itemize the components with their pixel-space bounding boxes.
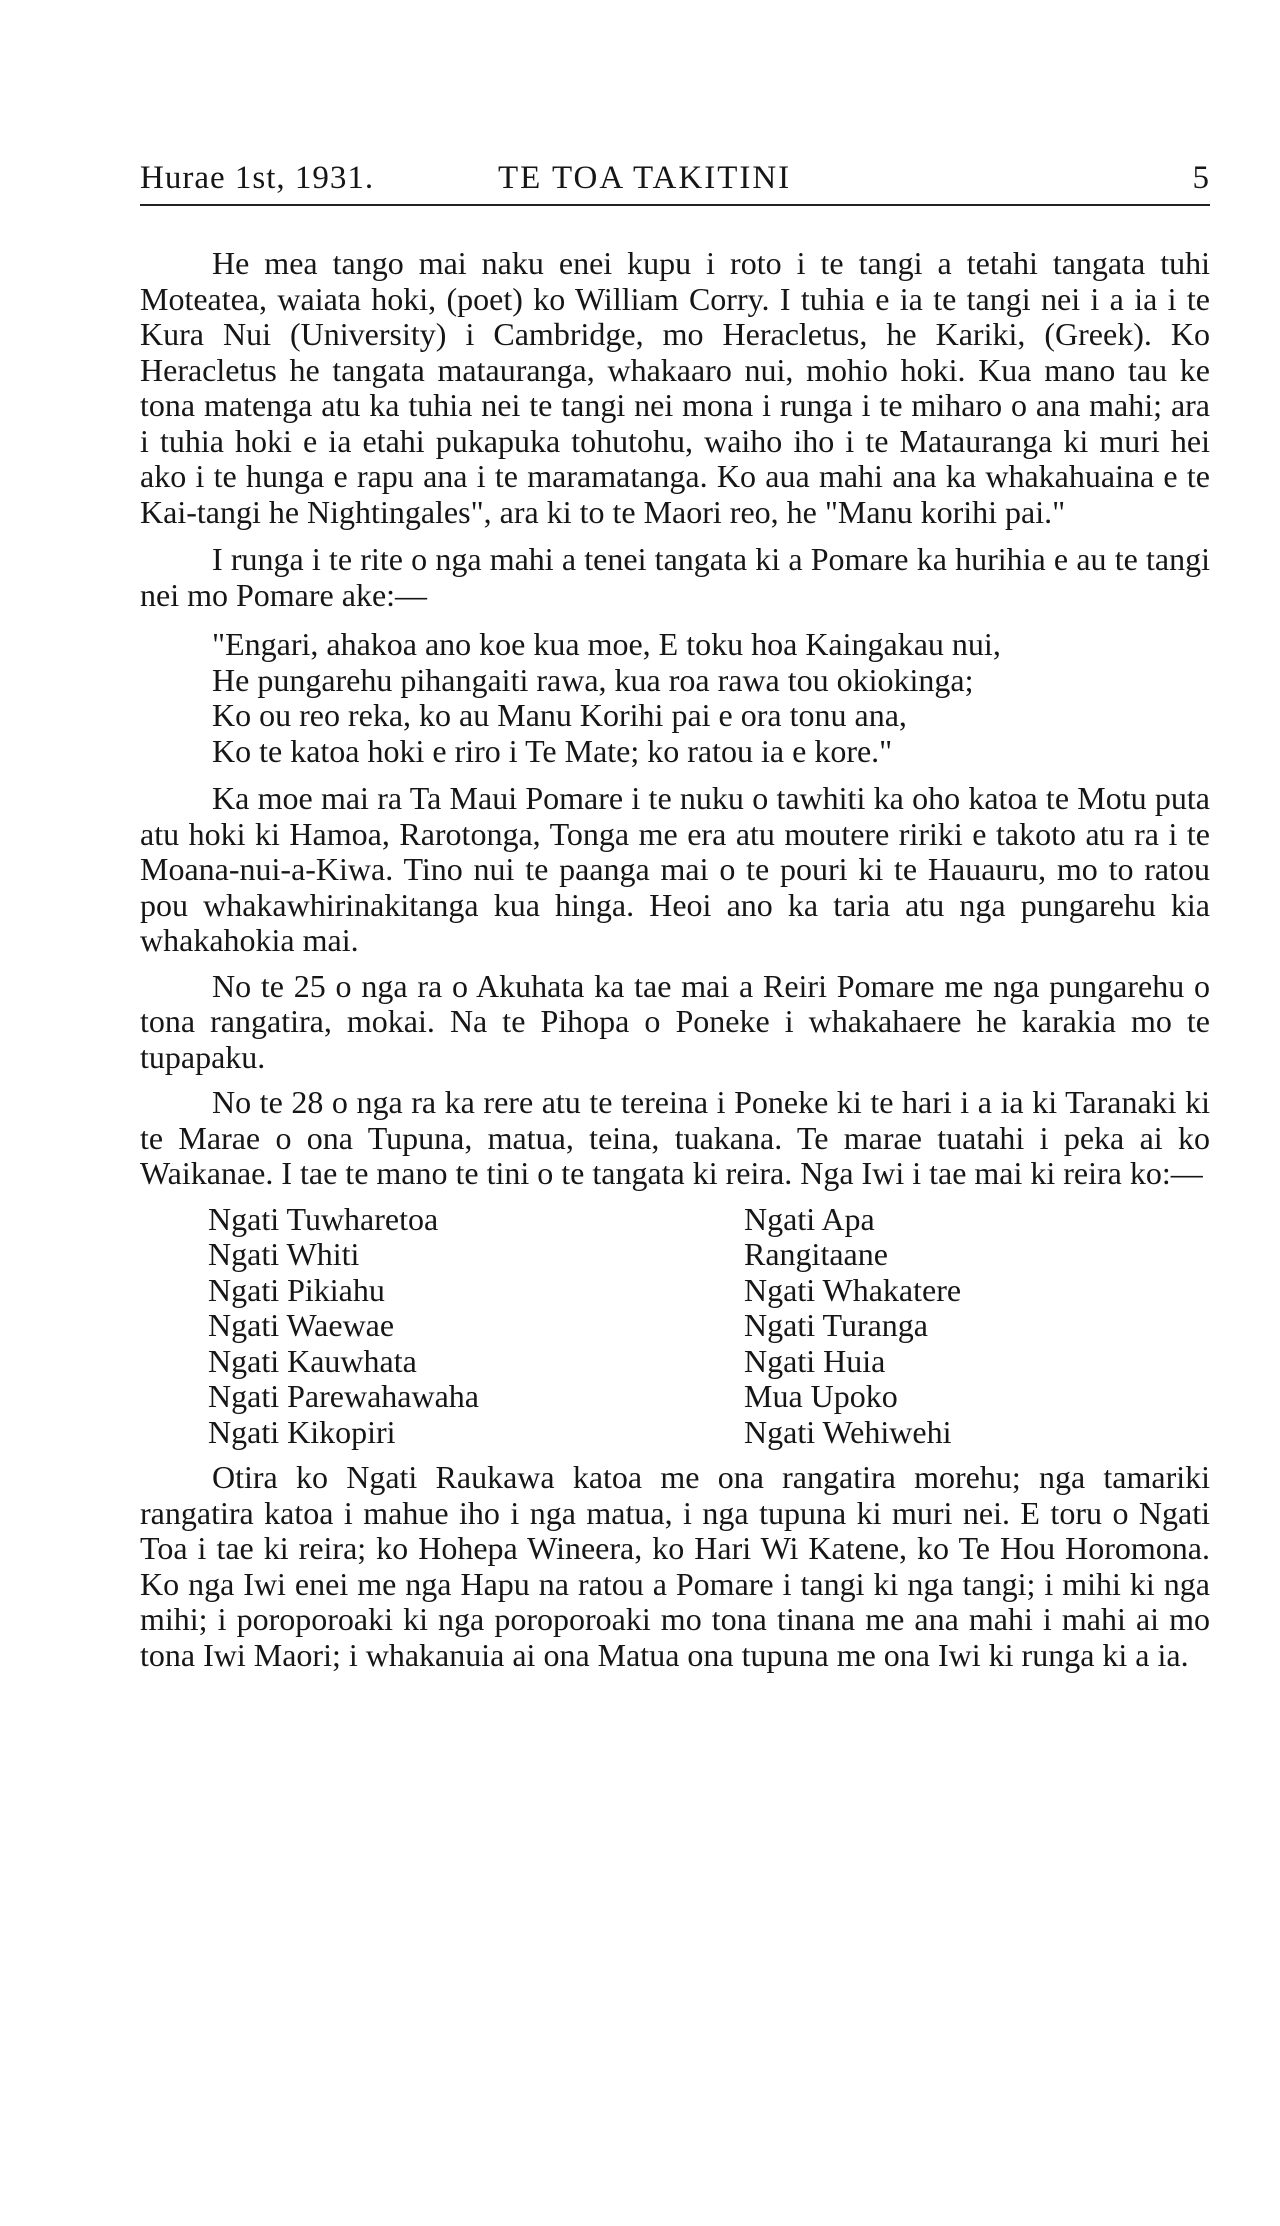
tribe-name: Ngati Kikopiri [208, 1413, 396, 1450]
tribe-name: Mua Upoko [744, 1378, 898, 1414]
publication-title: TE TOA TAKITINI [498, 160, 792, 196]
tribe-name: Ngati Wehiwehi [744, 1413, 952, 1450]
tribe-name: Ngati Waewae [208, 1307, 395, 1343]
tribe-name: Rangitaane [744, 1236, 888, 1272]
tribe-name: Ngati Whiti [208, 1236, 360, 1272]
paragraph-intro: He mea tango mai naku enei kupu i roto i te tangi a tetahi tangata tuhi Moteatea, waiata hoki, (poet) ko William Corry. I tuhia e ia te tangi nei i a ia i te Kura Nui (University) i Cambridge, mo Heracletus, he Kariki, (Greek). Ko Heracletus he tangata matauranga, whakaaro nui, mohio hoki. Kua mano tau ke tona matenga atu ka tuhia nei te tangi nei mona i runga i te miharo o ana mahi; ara i tuhia hoki e ia etahi pukapuka tohutohu, waiho iho i te Matauranga ki muri hei ako i te hunga e rapu ana i te maramatanga. Ko aua mahi ana ka whakahuaina e te Kai-tangi he Nightingales", ara ki to te Maori reo, he "Manu korihi pai." [140, 245, 1210, 530]
tribes-column-left [208, 1202, 744, 1451]
tribe-name: Ngati Apa [744, 1200, 875, 1237]
poem-line: Ko ou reo reka, ko au Manu Korihi pai e ora tonu ana, [212, 697, 907, 733]
article-body [140, 246, 1210, 1673]
tribe-name: Ngati Parewahawaha [208, 1378, 479, 1414]
paragraph-ashes-return: No te 25 o nga ra o Akuhata ka tae mai a Reiri Pomare me nga pungarehu o tona rangatira, mokai. Na te Pihopa o Poneke i whakahaere he karakia mo te tupapaku. [140, 967, 1210, 1075]
poem-line: He pungarehu pihangaiti rawa, kua roa rawa tou okiokinga; [212, 661, 974, 698]
tribe-name: Ngati Turanga [744, 1307, 928, 1343]
page-number: 5 [1192, 160, 1210, 196]
poem-line: "Engari, ahakoa ano koe kua moe, E toku hoa Kaingakau nui, [212, 626, 1001, 662]
tribe-name: Ngati Tuwharetoa [208, 1200, 439, 1237]
paragraph-train-journey: No te 28 o nga ra ka rere atu te tereina i Poneke ki te hari i a ia ki Taranaki ki te Marae o ona Tupuna, matua, teina, tuakana. Te marae tuatahi i peka ai ko Waikanae. I tae te mano te tini o te tangata ki reira. Nga Iwi i tae mai ki reira ko:— [140, 1084, 1210, 1191]
poem-line: Ko te katoa hoki e riro i Te Mate; ko ratou ia e kore." [212, 732, 893, 769]
paragraph-closing: Otira ko Ngati Raukawa katoa me ona rangatira morehu; nga tamariki rangatira katoa i mahue iho i nga matua, i nga tupuna ki muri nei. E toru o Ngati Toa i tae ki reira; ko Hohepa Wineera, ko Hari Wi Katene, ko Te Hou Horomona. Ko nga Iwi enei me nga Hapu na ratou a Pomare i tangi ki nga tangi; i mihi ki nga mihi; i poroporoaki ki nga poroporoaki mo tona tinana me ana mahi i mahi ai mo tona Iwi Maori; i whakanuia ai ona Matua ona tupuna me ona Iwi ki runga ki a ia. [140, 1459, 1210, 1673]
issue-date: Hurae 1st, 1931. [140, 160, 375, 196]
tribe-name: Ngati Huia [744, 1342, 886, 1379]
paragraph-lead-in: I runga i te rite o nga mahi a tenei tangata ki a Pomare ka hurihia e au te tangi nei mo Pomare ake:— [140, 541, 1210, 613]
tribe-name: Ngati Pikiahu [208, 1271, 385, 1308]
poem-stanza [212, 627, 1210, 769]
tribe-name: Ngati Kauwhata [208, 1342, 417, 1379]
paragraph-pomare-death: Ka moe mai ra Ta Maui Pomare i te nuku o tawhiti ka oho katoa te Motu puta atu hoki ki Hamoa, Rarotonga, Tonga me era atu moutere ririki e takoto atu ra i te Moana-nui-a-Kiwa. Tino nui te paanga mai o te pouri ki te Hauauru, mo to ratou pou whakawhirinakitanga kua hinga. Heoi ano ka taria atu nga pungarehu kia whakahokia mai. [140, 780, 1210, 958]
tribes-column-right [744, 1202, 1164, 1451]
page-header [140, 160, 1210, 206]
tribe-name: Ngati Whakatere [744, 1271, 962, 1308]
tribes-list [208, 1202, 1210, 1451]
